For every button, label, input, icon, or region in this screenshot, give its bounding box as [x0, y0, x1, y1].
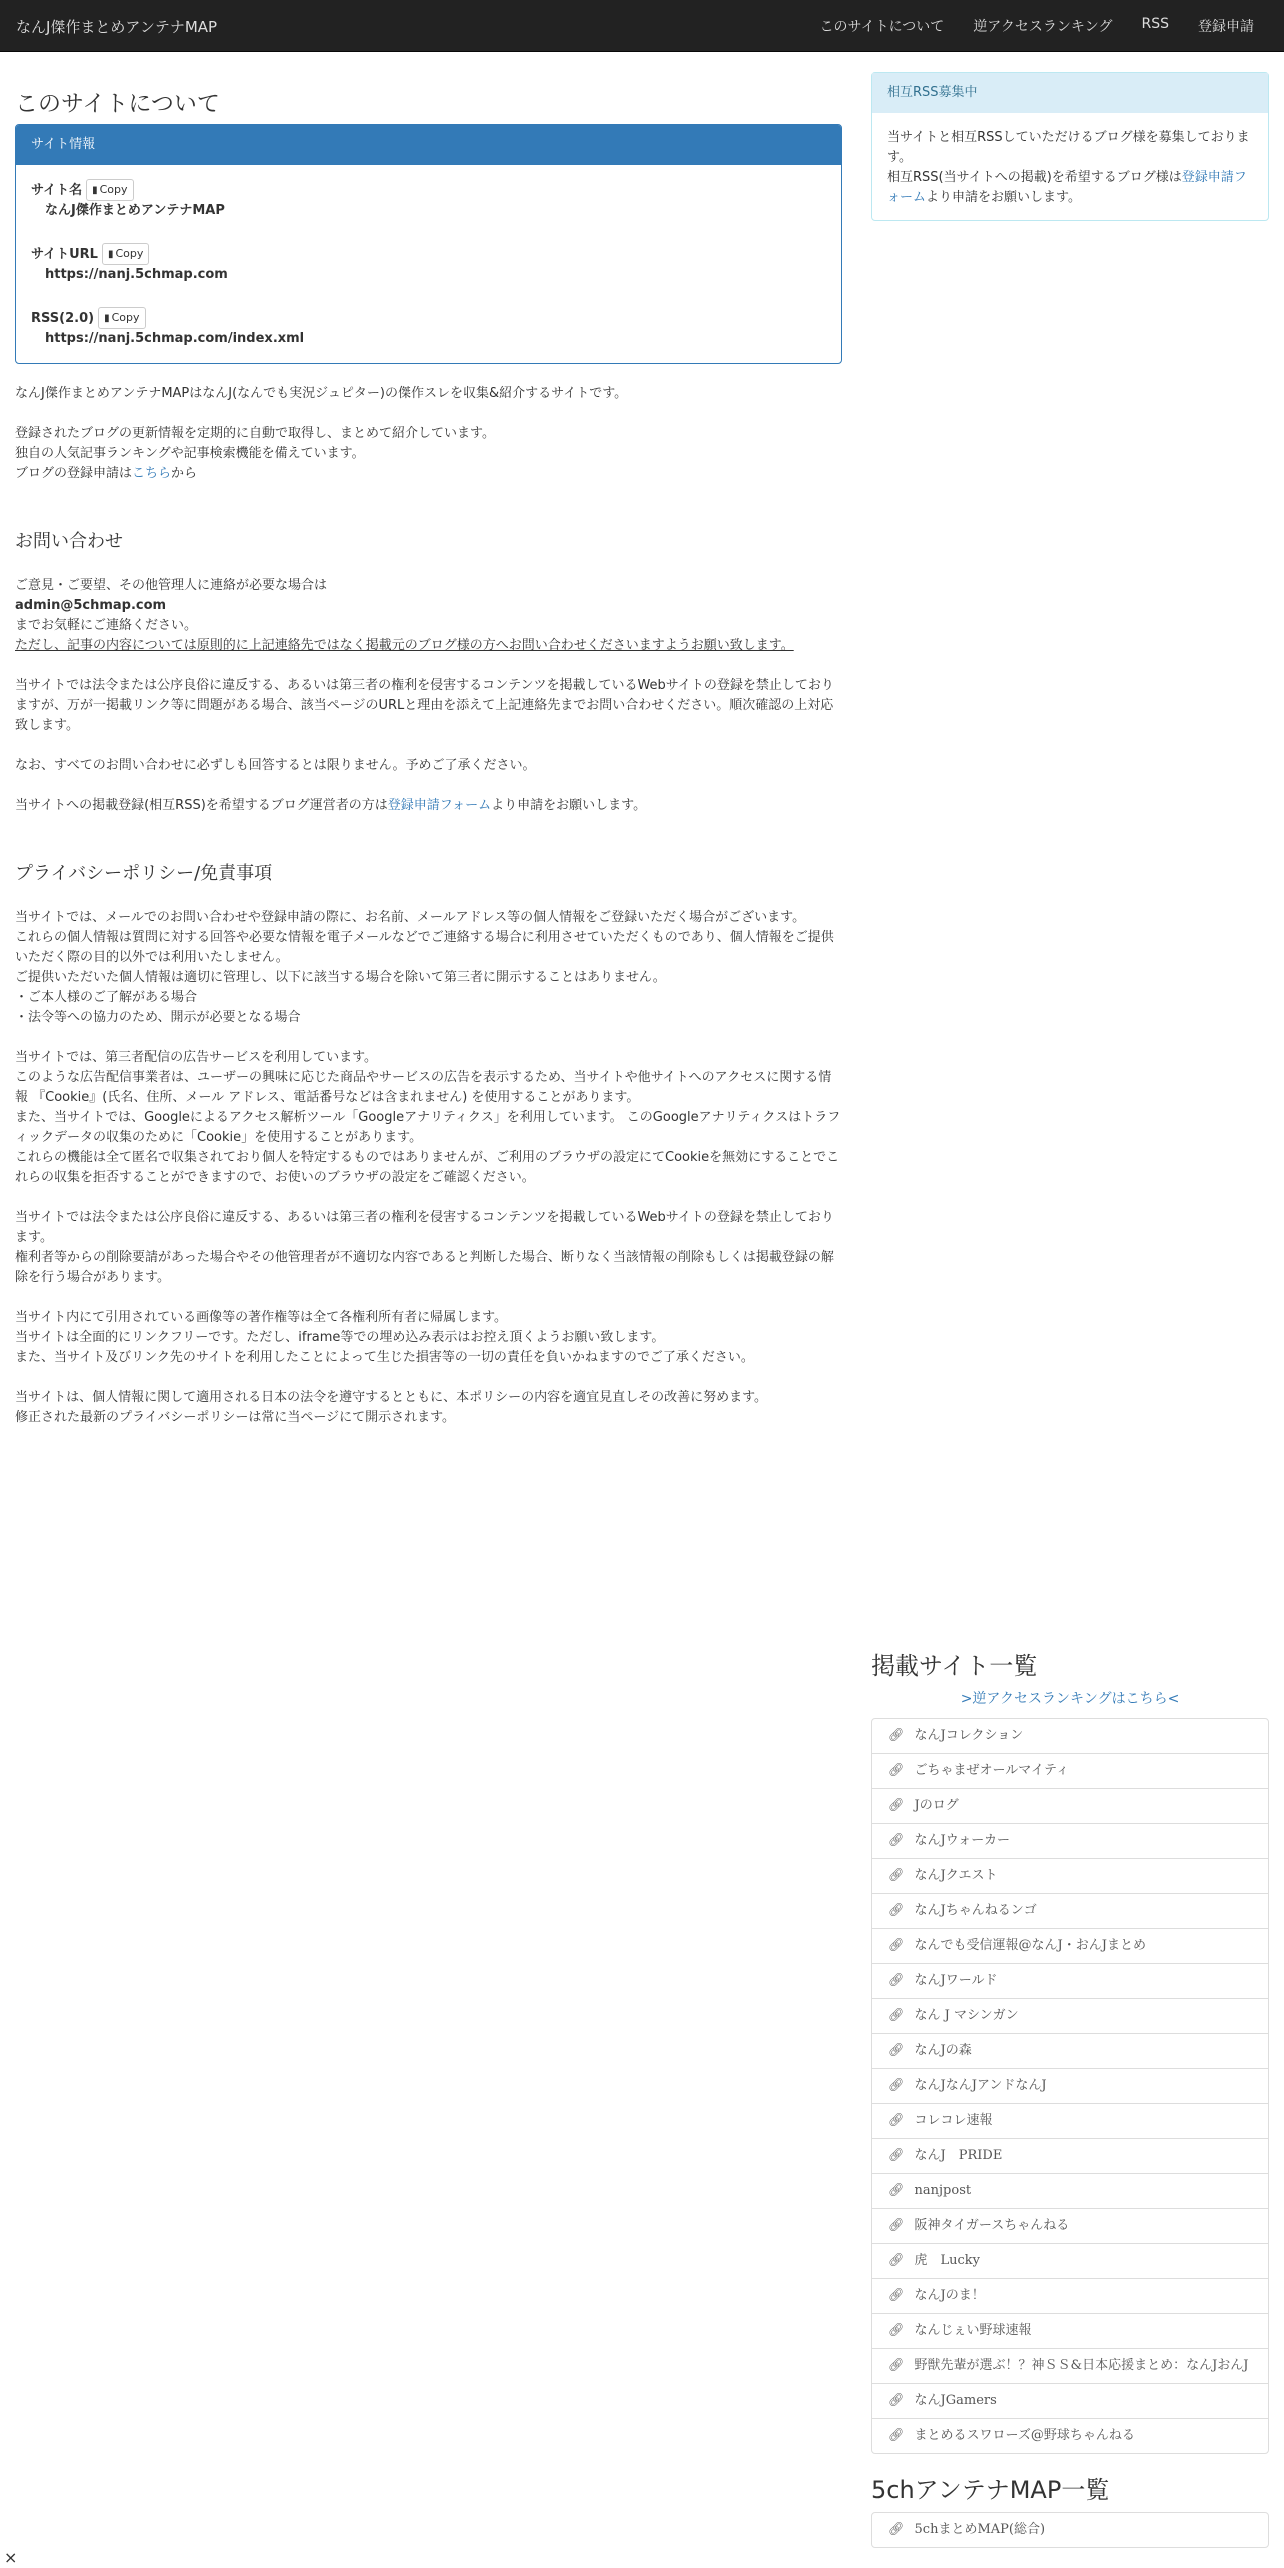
copy-label: Copy [99, 183, 128, 196]
nav-link-rss[interactable]: RSS [1141, 16, 1169, 32]
list-item-label: まとめるスワローズ@野球ちゃんねる [914, 2428, 1135, 2443]
contact-p4-post: より申請をお願いします。 [491, 798, 647, 813]
about-p2b: 独自の人気記事ランキングや記事検索機能を備えています。 [15, 446, 365, 461]
list-item-label: なんJのま！ [914, 2288, 985, 2303]
link-icon: 🔗︎ [888, 1903, 905, 1918]
link-icon: 🔗︎ [888, 1798, 905, 1813]
privacy-b3-1: 権利者等からの削除要請があった場合やその他管理者が不適切な内容であると判断した場合、断りなく当該情報の削除もしくは掲載登録の解除を行う場合があります。 [15, 1250, 834, 1285]
file-icon: ▮ [107, 249, 114, 260]
list-item[interactable] [872, 2384, 1268, 2419]
about-section [15, 384, 842, 484]
rss-value: https://nanj.5chmap.com/index.xml [45, 331, 305, 346]
list-item-label: 野獣先輩が選ぶ！？神ＳＳ&日本応援まとめ：なんJおんJ [914, 2358, 1249, 2373]
reverse-ranking-link[interactable]: >逆アクセスランキングはこちら< [960, 1691, 1180, 1707]
contact-l1: ご意見・ご要望、その他管理人に連絡が必要な場合は [15, 578, 328, 593]
link-icon: 🔗︎ [888, 1833, 905, 1848]
antenna-list [871, 2512, 1269, 2548]
rss-recruit-l2 [887, 168, 1253, 208]
link-icon: 🔗︎ [888, 1973, 905, 1988]
rss-register-form-link[interactable]: 登録申請フォーム [887, 170, 1247, 205]
list-item-label: なんJの森 [914, 2043, 972, 2058]
list-item-label: なんJクエスト [914, 1868, 998, 1883]
contact-p4 [15, 796, 842, 816]
link-icon: 🔗︎ [888, 2043, 905, 2058]
link-icon: 🔗︎ [888, 1938, 905, 1953]
list-item-label: なんJちゃんねるンゴ [914, 1903, 1037, 1918]
privacy-section [15, 908, 842, 1428]
rss-recruit-header: 相互RSS募集中 [872, 73, 1268, 113]
list-item[interactable] [872, 2069, 1268, 2104]
about-p2c-post: から [171, 466, 198, 481]
list-item-label: なん J マシンガン [914, 2008, 1019, 2023]
list-item-label: なんJ PRIDE [914, 2148, 1003, 2163]
list-item[interactable] [872, 2349, 1268, 2384]
site-info-header: サイト情報 [16, 125, 841, 165]
about-p1: なんJ傑作まとめアンテナMAPはなんJ(なんでも実況ジュピター)の傑作スレを収集&紹介するサイトです。 [15, 386, 628, 401]
list-item[interactable] [872, 1999, 1268, 2034]
contact-p4-pre: 当サイトへの掲載登録(相互RSS)を希望するブログ運営者の方は [15, 798, 388, 813]
list-item[interactable] [872, 1859, 1268, 1894]
list-item[interactable] [872, 1964, 1268, 1999]
list-item[interactable] [872, 2419, 1268, 2453]
list-item[interactable] [872, 1754, 1268, 1789]
privacy-b4-0: 当サイト内にて引用されている画像等の著作権等は全て各権利所有者に帰属します。 [15, 1310, 508, 1325]
privacy-b3-0: 当サイトでは法令または公序良俗に違反する、あるいは第三者の権利を侵害するコンテンツを掲載しているWebサイトの登録を禁止しております。 [15, 1210, 834, 1245]
privacy-b1-1: これらの個人情報は質問に対する回答や必要な情報を電子メールなどでご連絡する場合に利用させていただくものであり、個人情報をご提供いただく際の目的以外では利用いたしません。 [15, 930, 834, 965]
rss-label: RSS(2.0) [31, 311, 95, 326]
list-item[interactable] [872, 1719, 1268, 1754]
site-name-label: サイト名 [31, 183, 83, 198]
link-icon: 🔗︎ [888, 2078, 905, 2093]
contact-section [15, 576, 842, 816]
list-item[interactable] [872, 2034, 1268, 2069]
privacy-b4-1: 当サイトは全面的にリンクフリーです。ただし、iframe等での埋め込み表示はお控え頂くようお願い致します。 [15, 1330, 665, 1345]
list-item[interactable] [872, 1789, 1268, 1824]
link-icon: 🔗︎ [888, 2183, 905, 2198]
list-item[interactable] [872, 2279, 1268, 2314]
list-item-label: なんJウォーカー [914, 1833, 1010, 1848]
list-item[interactable] [872, 2513, 1268, 2547]
privacy-b1-4: ・法令等への協力のため、開示が必要となる場合 [15, 1010, 301, 1025]
link-icon: 🔗︎ [888, 2148, 905, 2163]
sites-sidebar [871, 1644, 1269, 2548]
link-icon: 🔗︎ [888, 2428, 905, 2443]
sites-title: 掲載サイト一覧 [871, 1652, 1038, 1680]
link-icon: 🔗︎ [888, 2113, 905, 2128]
antenna-title: 5chアンテナMAP一覧 [871, 2476, 1110, 2504]
list-item[interactable] [872, 2174, 1268, 2209]
register-form-link[interactable]: 登録申請フォーム [387, 798, 492, 813]
list-item-label: なんJGamers [914, 2393, 997, 2408]
contact-p2: 当サイトでは法令または公序良俗に違反する、あるいは第三者の権利を侵害するコンテンツを掲載しているWebサイトの登録を禁止しておりますが、万が一掲載リンク等に問題がある場合、該当ページのURLと理由を添えて上記連絡先までお問い合わせください。順次確認の上対応致します。 [15, 678, 834, 733]
site-info-panel [15, 124, 842, 364]
file-icon: ▮ [92, 185, 98, 196]
site-brand[interactable]: なんJ傑作まとめアンテナMAP [16, 18, 218, 36]
page-title: このサイトについて [15, 91, 220, 117]
copy-rss-button[interactable] [98, 307, 145, 329]
list-item-label: 阪神タイガースちゃんねる [914, 2218, 1070, 2233]
privacy-b5-0: 当サイトは、個人情報に関して適用される日本の法令を遵守するとともに、本ポリシーの内容を適宜見直しその改善に努めます。 [15, 1390, 768, 1405]
link-icon: 🔗︎ [888, 2393, 905, 2408]
rss-row [31, 307, 826, 349]
rss-recruit-l2-pre: 相互RSS(当サイトへの掲載)を希望するブログ様は [887, 170, 1182, 185]
list-item-label: コレコレ速報 [914, 2113, 993, 2128]
link-icon: 🔗︎ [888, 2288, 905, 2303]
privacy-b2-1: このような広告配信事業者は、ユーザーの興味に応じた商品やサービスの広告を表示するため、当サイトや他サイトへのアクセスに関する情報 『Cookie』(氏名、住所、メール アドレス、電話番号などは含まれません) を使用することがあります。 [15, 1070, 832, 1105]
file-icon: ▮ [104, 313, 110, 324]
list-item[interactable] [872, 2209, 1268, 2244]
list-item[interactable] [872, 2139, 1268, 2174]
list-item[interactable] [872, 1894, 1268, 1929]
sites-list [871, 1718, 1269, 2454]
link-icon: 🔗︎ [888, 1728, 905, 1743]
privacy-b1-3: ・ご本人様のご了解がある場合 [15, 990, 198, 1005]
top-navbar [0, 0, 1284, 52]
nav-link-register[interactable]: 登録申請 [1198, 19, 1254, 35]
site-url-row [31, 243, 826, 285]
contact-email[interactable]: admin@5chmap.com [15, 598, 167, 613]
privacy-b1-0: 当サイトでは、メールでのお問い合わせや登録申請の際に、お名前、メールアドレス等の個人情報をご登録いただく場合がございます。 [15, 910, 806, 925]
privacy-b2-0: 当サイトでは、第三者配信の広告サービスを利用しています。 [15, 1050, 378, 1065]
link-icon: 🔗︎ [888, 2253, 905, 2268]
nav-link-about[interactable]: このサイトについて [819, 19, 945, 35]
contact-l2: までお気軽にご連絡ください。 [15, 618, 198, 633]
link-icon: 🔗︎ [888, 1763, 905, 1778]
main-content [15, 80, 842, 1428]
list-item-label: なんJワールド [914, 1973, 998, 1988]
contact-l3: ただし、記事の内容については原則的に上記連絡先ではなく掲載元のブログ様の方へお問い合わせくださいますようお願い致します。 [15, 638, 794, 653]
privacy-b2-2: また、当サイトでは、Googleによるアクセス解析ツール「Googleアナリティクス」を利用しています。 このGoogleアナリティクスはトラフィックデータの収集のために「Cookie」を使用することがあります。 [15, 1110, 841, 1145]
contact-title: お問い合わせ [15, 531, 123, 552]
list-item[interactable] [872, 2314, 1268, 2349]
about-p2c [15, 464, 842, 484]
copy-label: Copy [115, 247, 144, 260]
site-url-value: https://nanj.5chmap.com [45, 267, 228, 282]
link-icon: 🔗︎ [888, 2218, 905, 2233]
link-icon: 🔗︎ [888, 1868, 905, 1883]
contact-p3: なお、すべてのお問い合わせに必ずしも回答するとは限りません。予めご了承ください。 [15, 758, 536, 773]
list-item-label: なんでも受信運報@なんJ・おんJまとめ [914, 1938, 1146, 1953]
list-item-label: Jのログ [914, 1798, 959, 1813]
privacy-b1-2: ご提供いただいた個人情報は適切に管理し、以下に該当する場合を除いて第三者に開示することはありません。 [15, 970, 666, 985]
link-icon: 🔗︎ [888, 2008, 905, 2023]
rss-recruit-l2-post: より申請をお願いします。 [926, 190, 1081, 205]
list-item-label: nanjpost [914, 2183, 972, 2198]
list-item[interactable] [872, 2104, 1268, 2139]
list-item-label: なんじぇい野球速報 [914, 2323, 1032, 2338]
register-link[interactable]: こちら [132, 466, 172, 481]
about-p2a: 登録されたブログの更新情報を定期的に自動で取得し、まとめて紹介しています。 [15, 426, 495, 441]
site-name-value: なんJ傑作まとめアンテナMAP [45, 203, 225, 218]
list-item-label: 虎 Lucky [914, 2253, 981, 2268]
list-item-label: なんJコレクション [914, 1728, 1024, 1743]
link-icon: 🔗︎ [888, 2522, 905, 2537]
privacy-b4-2: また、当サイト及びリンク先のサイトを利用したことによって生じた損害等の一切の責任を負いかねますのでご了承ください。 [15, 1350, 754, 1365]
nav-link-ranking[interactable]: 逆アクセスランキング [973, 19, 1113, 35]
site-url-label: サイトURL [31, 247, 98, 262]
about-p2c-pre: ブログの登録申請は [15, 466, 133, 481]
close-icon[interactable]: × [4, 2548, 18, 2567]
list-item-label: なんJなんJアンドなんJ [914, 2078, 1047, 2093]
privacy-b5-1: 修正された最新のプライバシーポリシーは常に当ページにて開示されます。 [15, 1410, 456, 1425]
list-item-label: 5chまとめMAP(総合) [914, 2522, 1046, 2537]
copy-site-name-button[interactable] [86, 179, 133, 201]
nav-links [791, 16, 1254, 36]
copy-label: Copy [111, 311, 140, 324]
privacy-title: プライバシーポリシー/免責事項 [15, 863, 273, 884]
list-item-label: ごちゃまぜオールマイティ [914, 1763, 1069, 1778]
list-item[interactable] [872, 1824, 1268, 1859]
link-icon: 🔗︎ [888, 2358, 905, 2373]
site-name-row [31, 179, 826, 221]
list-item[interactable] [872, 1929, 1268, 1964]
rss-recruit-l1: 当サイトと相互RSSしていただけるブログ様を募集しております。 [887, 130, 1250, 165]
list-item[interactable] [872, 2244, 1268, 2279]
copy-site-url-button[interactable] [102, 243, 149, 265]
link-icon: 🔗︎ [888, 2323, 905, 2338]
rss-recruit-panel [871, 72, 1269, 221]
privacy-b2-3: これらの機能は全て匿名で収集されており個人を特定するものではありませんが、ご利用のブラウザの設定にてCookieを無効にすることでこれらの収集を拒否することができますので、お使いのブラウザの設定をご確認ください。 [15, 1150, 840, 1185]
